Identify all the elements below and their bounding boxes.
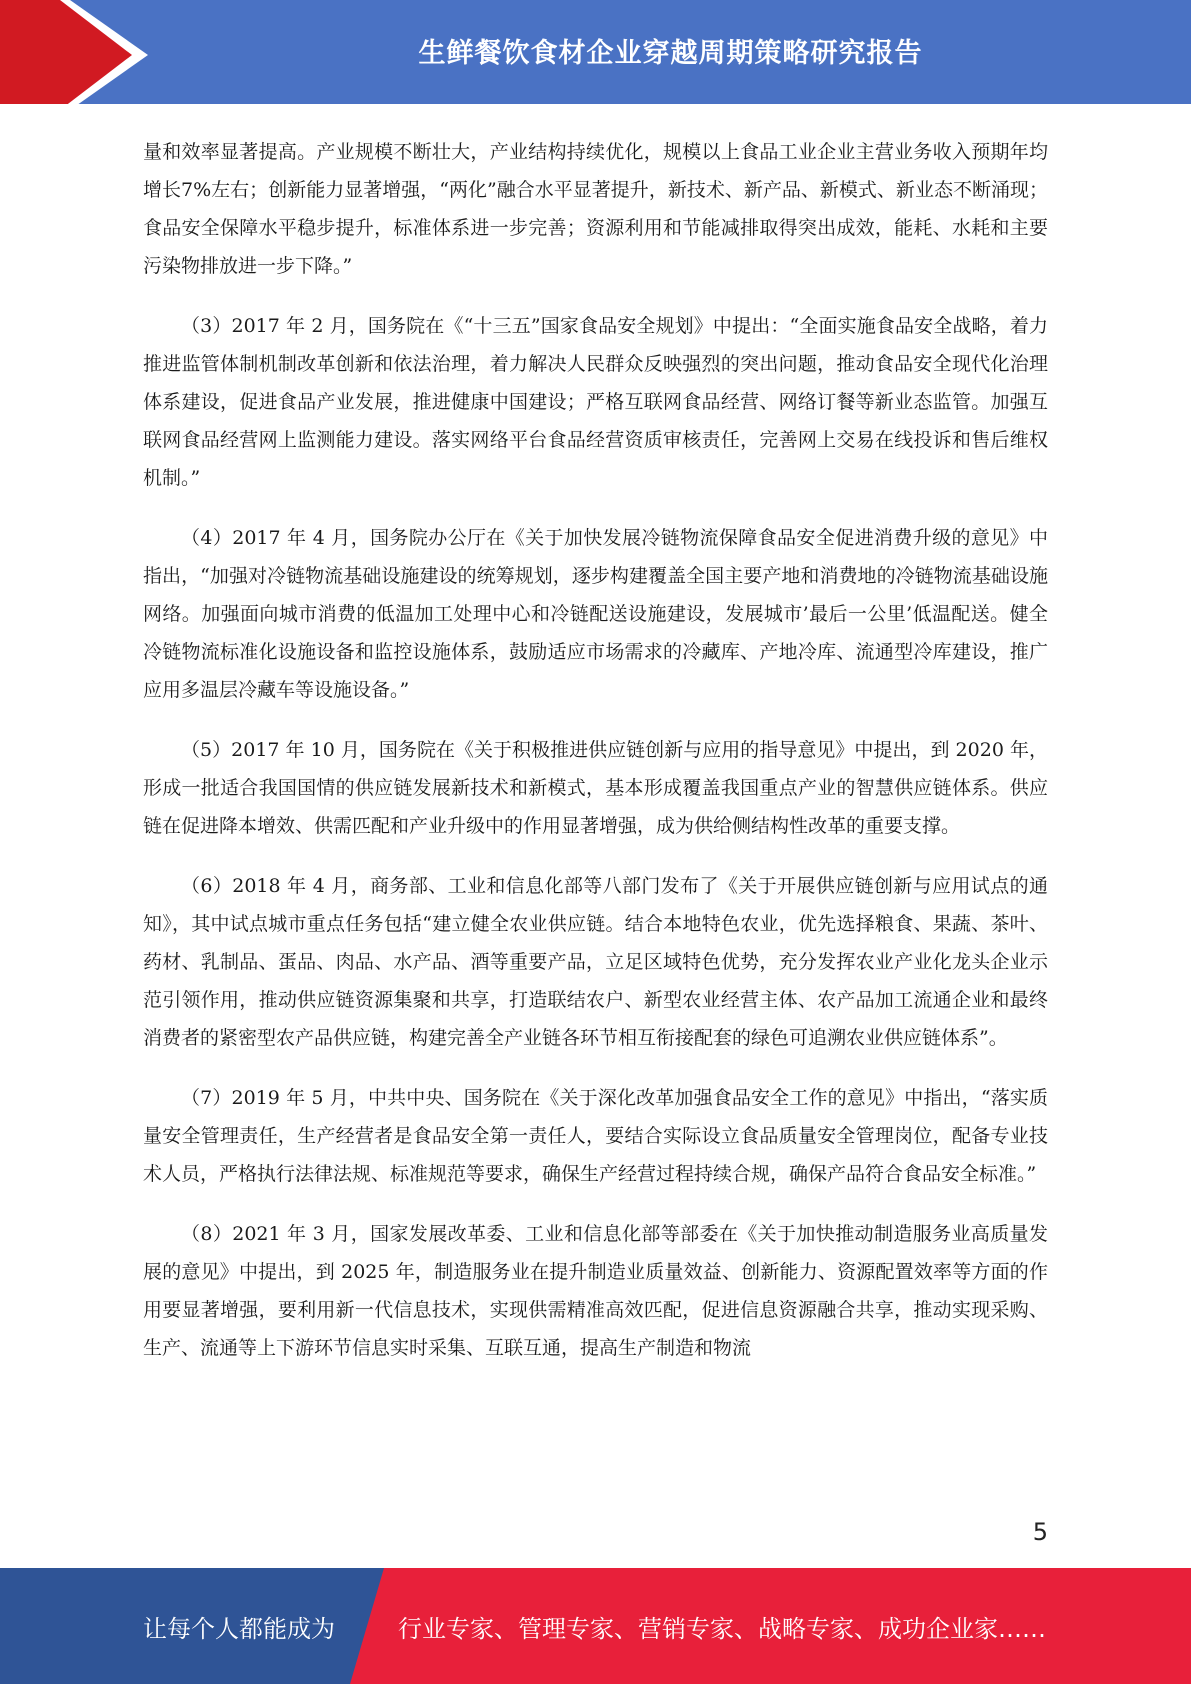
report-title: 生鲜餐饮食材企业穿越周期策略研究报告	[418, 37, 923, 69]
document-body	[143, 133, 1048, 1389]
paragraph-item-3: （3）2017 年 2 月，国务院在《“十三五”国家食品安全规划》中提出：“全面实施食品安全战略，着力推进监管体制机制改革创新和依法治理，着力解决人民群众反映强烈的突出问题，推动食品安全现代化治理体系建设，促进食品产业发展，推进健康中国建设；严格互联网食品经营、网络订餐等新业态监管。加强互联网食品经营网上监测能力建设。落实网络平台食品经营资质审核责任，完善网上交易在线投诉和售后维权机制。”	[143, 315, 1048, 489]
page-footer	[0, 1568, 1191, 1684]
paragraph-item-8: （8）2021 年 3 月，国家发展改革委、工业和信息化部等部委在《关于加快推动制造服务业高质量发展的意见》中提出，到 2025 年，制造服务业在提升制造业质量效益、创新能力、资源配置效率等方面的作用要显著增强，要利用新一代信息技术，实现供需精准高效匹配，促进信息资源融合共享，推动实现采购、生产、流通等上下游环节信息实时采集、互联互通，提高生产制造和物流	[143, 1223, 1048, 1359]
paragraph-continuation: 量和效率显著提高。产业规模不断壮大，产业结构持续优化，规模以上食品工业企业主营业务收入预期年均增长7%左右；创新能力显著增强，“两化”融合水平显著提升，新技术、新产品、新模式、新业态不断涌现；食品安全保障水平稳步提升，标准体系进一步完善；资源利用和节能减排取得突出成效，能耗、水耗和主要污染物排放进一步下降。”	[143, 141, 1048, 277]
paragraph-item-5: （5）2017 年 10 月，国务院在《关于积极推进供应链创新与应用的指导意见》中提出，到 2020 年，形成一批适合我国国情的供应链发展新技术和新模式，基本形成覆盖我国重点产业的智慧供应链体系。供应链在促进降本增效、供需匹配和产业升级中的作用显著增强，成为供给侧结构性改革的重要支撑。	[143, 739, 1048, 837]
paragraph-item-4: （4）2017 年 4 月，国务院办公厅在《关于加快发展冷链物流保障食品安全促进消费升级的意见》中指出，“加强对冷链物流基础设施建设的统筹规划，逐步构建覆盖全国主要产地和消费地的冷链物流基础设施网络。加强面向城市消费的低温加工处理中心和冷链配送设施建设，发展城市’最后一公里’低温配送。健全冷链物流标准化设施设备和监控设施体系，鼓励适应市场需求的冷藏库、产地冷库、流通型冷库建设，推广应用多温层冷藏车等设施设备。”	[143, 527, 1048, 701]
paragraph-item-6: （6）2018 年 4 月，商务部、工业和信息化部等八部门发布了《关于开展供应链创新与应用试点的通知》，其中试点城市重点任务包括“建立健全农业供应链。结合本地特色农业，优先选择粮食、果蔬、茶叶、药材、乳制品、蛋品、肉品、水产品、酒等重要产品，立足区域特色优势，充分发挥农业产业化龙头企业示范引领作用，推动供应链资源集聚和共享，打造联结农户、新型农业经营主体、农产品加工流通企业和最终消费者的紧密型农产品供应链，构建完善全产业链各环节相互衔接配套的绿色可追溯农业供应链体系”。	[143, 875, 1048, 1049]
footer-slogan-right: 行业专家、管理专家、营销专家、战略专家、成功企业家……	[398, 1614, 1046, 1643]
footer-slogan-left: 让每个人都能成为	[143, 1614, 335, 1643]
page-number: 5	[1032, 1518, 1048, 1546]
page-header	[0, 0, 1191, 110]
paragraph-item-7: （7）2019 年 5 月，中共中央、国务院在《关于深化改革加强食品安全工作的意见》中指出，“落实质量安全管理责任，生产经营者是食品安全第一责任人，要结合实际设立食品质量安全管理岗位，配备专业技术人员，严格执行法律法规、标准规范等要求，确保生产经营过程持续合规，确保产品符合食品安全标准。”	[143, 1087, 1048, 1185]
